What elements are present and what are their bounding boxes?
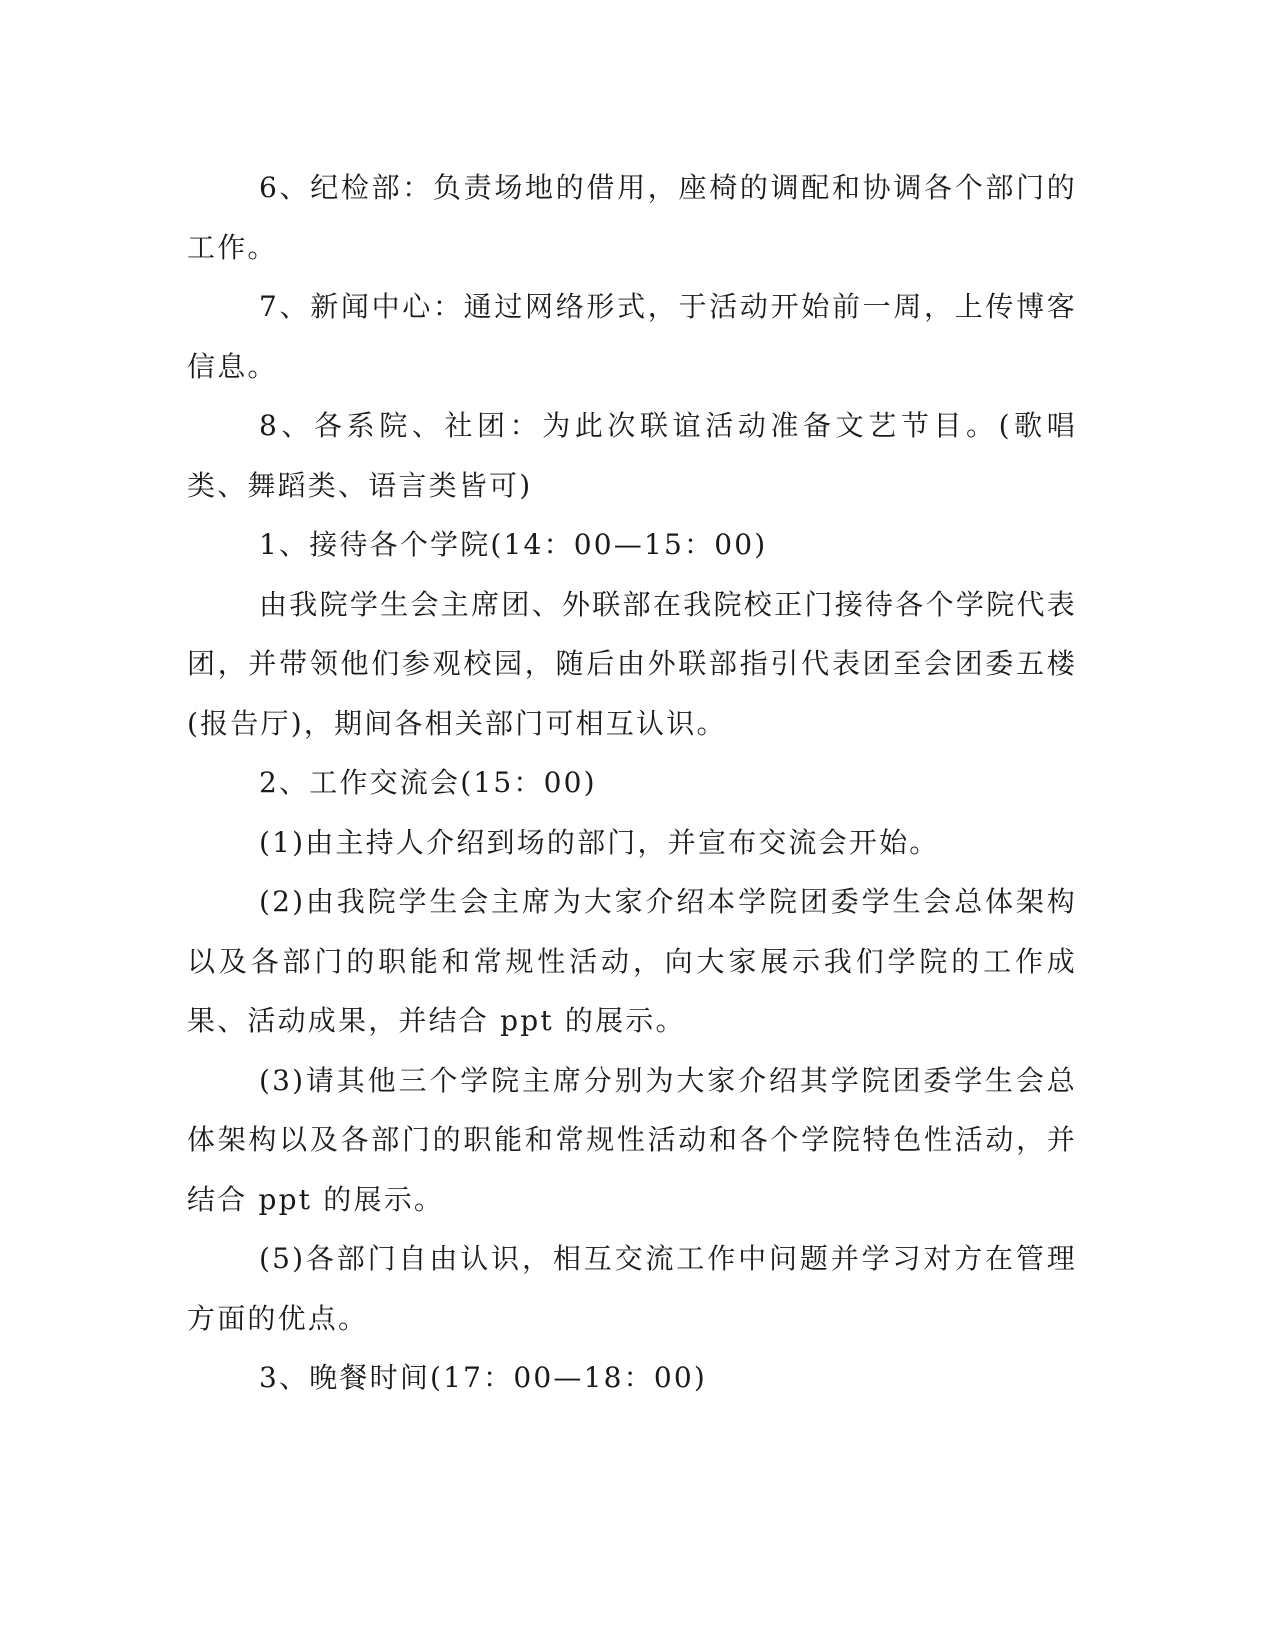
paragraph-discipline-dept: 6、纪检部：负责场地的借用，座椅的调配和协调各个部门的工作。 — [187, 171, 1077, 264]
heading-work-exchange: 2、工作交流会(15：00) — [259, 766, 597, 799]
paragraph-departments-clubs: 8、各系院、社团：为此次联谊活动准备文艺节目。(歌唱类、舞蹈类、语言类皆可) — [187, 409, 1077, 502]
paragraph-item-3: (3)请其他三个学院主席分别为大家介绍其学院团委学生会总体架构以及各部门的职能和常规性活动和各个学院特色性活动，并结合 ppt 的展示。 — [187, 1063, 1077, 1216]
paragraph-item-5: (5)各部门自由认识，相互交流工作中问题并学习对方在管理方面的优点。 — [187, 1242, 1077, 1335]
paragraph-news-center: 7、新闻中心：通过网络形式，于活动开始前一周，上传博客信息。 — [187, 290, 1077, 383]
paragraph-reception-detail: 由我院学生会主席团、外联部在我院校正门接待各个学院代表团，并带领他们参观校园，随后由外联部指引代表团至会团委五楼(报告厅)，期间各相关部门可相互认识。 — [187, 587, 1077, 740]
paragraph-item-1: (1)由主持人介绍到场的部门，并宣布交流会开始。 — [259, 825, 940, 859]
heading-dinner: 3、晚餐时间(17：00—18：00) — [259, 1361, 707, 1394]
paragraph-item-2: (2)由我院学生会主席为大家介绍本学院团委学生会总体架构以及各部门的职能和常规性活动，向大家展示我们学院的工作成果、活动成果，并结合 ppt 的展示。 — [187, 885, 1077, 1037]
document-body — [187, 158, 1077, 1408]
heading-reception: 1、接待各个学院(14：00—15：00) — [259, 528, 768, 561]
